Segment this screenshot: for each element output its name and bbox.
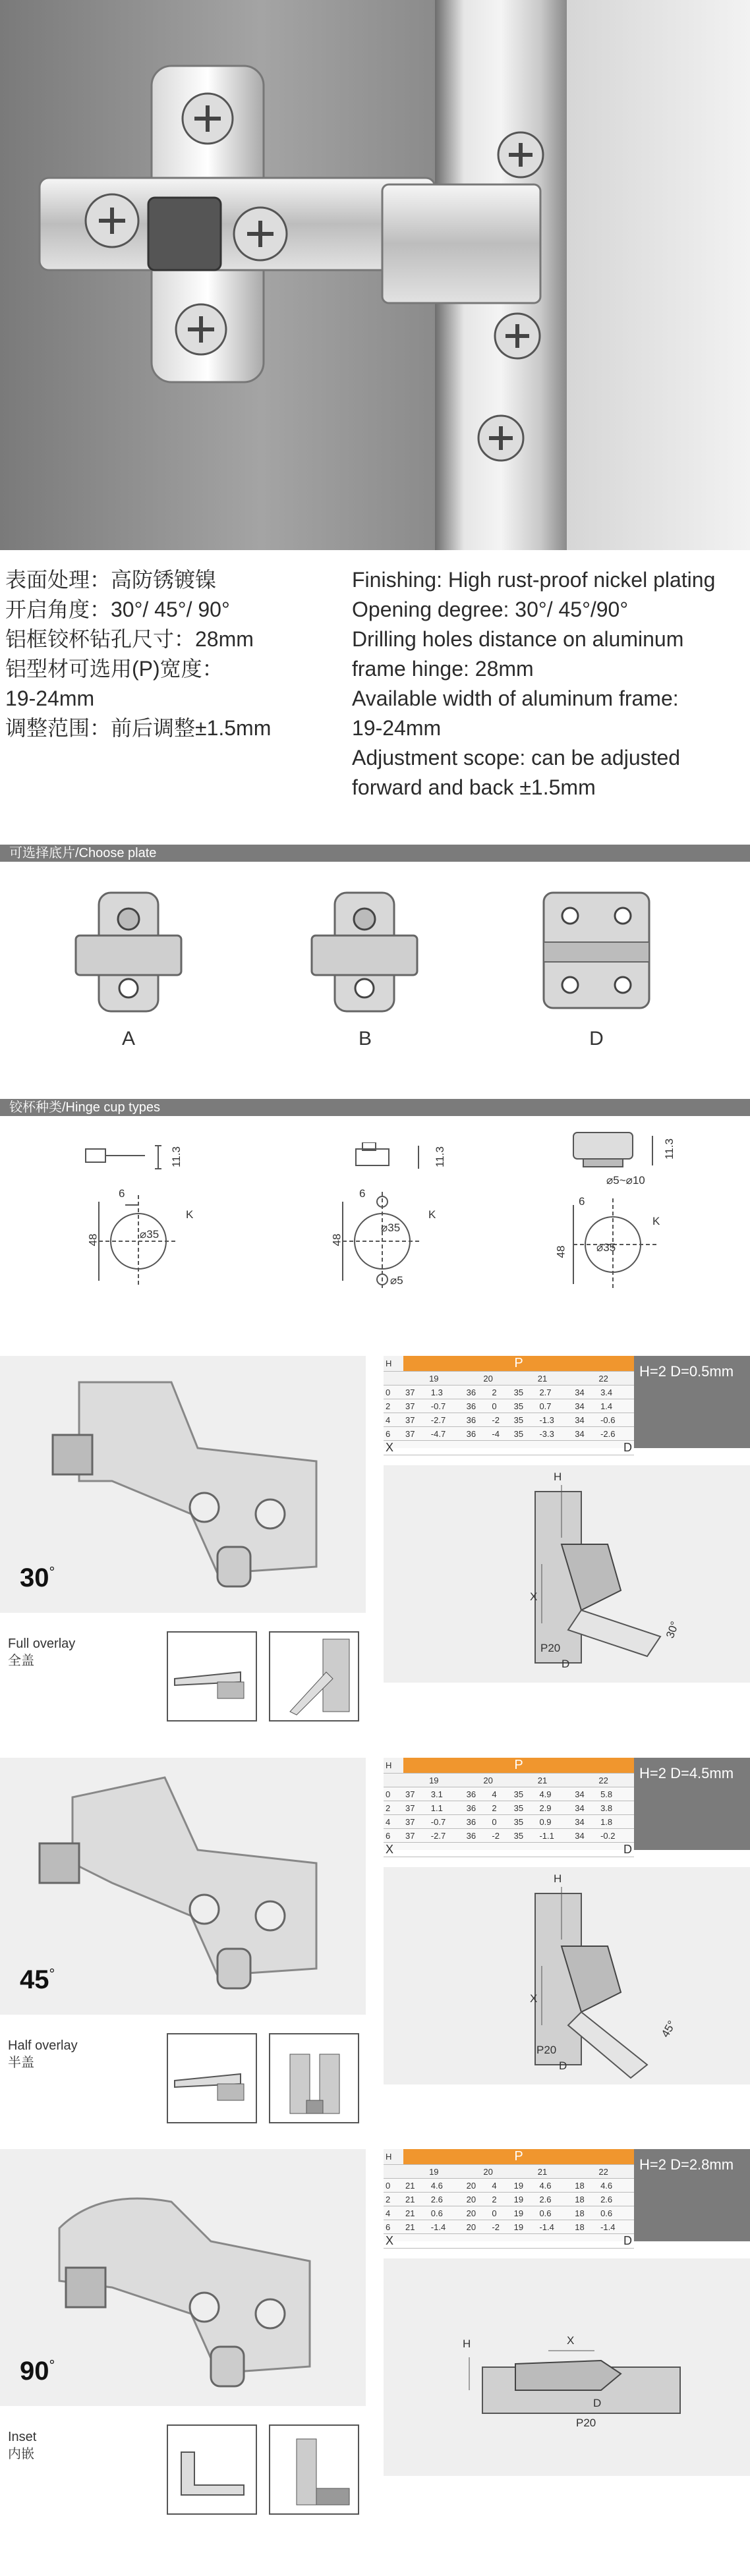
cup-3-d510: ⌀5~⌀10 <box>606 1174 645 1187</box>
table-col: 22 <box>573 2165 634 2179</box>
angle-value: 30 <box>20 1563 49 1592</box>
hinge-photo-45 <box>0 1758 366 2015</box>
cup-1-height: 11.3 <box>169 1146 183 1167</box>
variant-30 <box>0 1356 750 1725</box>
table-row: 0 21 4.6 20 4 19 4.6 18 4.6 <box>384 2179 634 2193</box>
plate-d-label: D <box>589 1028 604 1050</box>
spec-en-line: frame hinge: 28mm <box>352 657 534 681</box>
diagram-p: P20 <box>540 1642 561 1654</box>
plate-b-image <box>308 889 420 1015</box>
spec-cn-line: 表面处理：高防锈镀镍 <box>5 568 217 592</box>
cup-3-48: 48 <box>554 1245 567 1258</box>
table-row: 0 37 1.3 36 2 35 2.7 34 3.4 <box>384 1386 634 1399</box>
hd-box-30: H=2 D=0.5mm <box>634 1356 750 1448</box>
table-row: 6 21 -1.4 20 -2 19 -1.4 18 -1.4 <box>384 2220 634 2234</box>
spec-en-line: 19-24mm <box>352 716 442 740</box>
spec-cn-line: 19-24mm <box>5 686 95 710</box>
spec-cn-line: 调整范围：前后调整±1.5mm <box>5 716 272 740</box>
table-row: 6 37 -2.7 36 -2 35 -1.1 34 -0.2 <box>384 1829 634 1843</box>
table-row: 2 21 2.6 20 2 19 2.6 18 2.6 <box>384 2193 634 2206</box>
specs-chinese <box>5 565 271 743</box>
table-col: 19 <box>403 1774 465 1787</box>
table-col: 20 <box>465 2165 512 2179</box>
table-row: 2 37 -0.7 36 0 35 0.7 34 1.4 <box>384 1399 634 1413</box>
overlay-en: Half overlay <box>8 2038 78 2053</box>
diagram-angle: 30° <box>664 1619 681 1640</box>
install-diagram-30 <box>384 1465 750 1683</box>
hd-box-90: H=2 D=2.8mm <box>634 2149 750 2241</box>
overlay-label-45 <box>8 2037 78 2071</box>
diagram-h: H <box>554 1470 562 1483</box>
spec-en-line: Finishing: High rust-proof nickel plating <box>352 568 716 592</box>
angle-value: 90 <box>20 2357 49 2386</box>
spec-en-line: Adjustment scope: can be adjusted <box>352 746 681 770</box>
diagram-d: D <box>593 2397 602 2409</box>
diagram-h: H <box>554 1872 562 1885</box>
degree-sign: ° <box>49 2357 55 2374</box>
table-row: 6 37 -4.7 36 -4 35 -3.3 34 -2.6 <box>384 1427 634 1441</box>
table-col: 20 <box>465 1372 512 1386</box>
degree-sign: ° <box>49 1563 55 1581</box>
table-h-header: H <box>384 1356 403 1372</box>
adjust-table-45 <box>384 1758 634 1856</box>
diagram-p: P20 <box>536 2044 557 2056</box>
overlay-thumb-b <box>269 2033 359 2123</box>
cup-1-dia: ⌀35 <box>140 1228 159 1241</box>
spec-cn-line: 铝型材可选用(P)宽度： <box>5 657 223 681</box>
table-x: X <box>384 1843 429 1857</box>
diagram-x: X <box>567 2334 575 2347</box>
overlay-thumb-b <box>269 1631 359 1722</box>
cup-2-six: 6 <box>359 1187 366 1200</box>
plate-a-image <box>72 889 185 1015</box>
overlay-thumb-a <box>167 1631 257 1722</box>
table-col: 19 <box>403 2165 465 2179</box>
overlay-thumb-a <box>167 2424 257 2515</box>
cup-1-k: K <box>186 1208 194 1221</box>
spec-en-line: forward and back ±1.5mm <box>352 775 596 799</box>
table-x: X <box>384 2234 429 2249</box>
table-col: 19 <box>403 1372 465 1386</box>
table-x: X <box>384 1441 429 1455</box>
table-col: 20 <box>465 1774 512 1787</box>
angle-value: 45 <box>20 1965 49 1994</box>
spec-cn-line: 铝框铰杯钻孔尺寸：28mm <box>5 627 254 651</box>
cup-3-six: 6 <box>579 1195 585 1208</box>
overlay-en: Inset <box>8 2430 37 2444</box>
overlay-cn: 半盖 <box>8 2056 34 2070</box>
adjust-table-30 <box>384 1356 634 1454</box>
cup-1-six: 6 <box>119 1187 125 1200</box>
table-row: 0 37 3.1 36 4 35 4.9 34 5.8 <box>384 1787 634 1801</box>
overlay-thumb-a <box>167 2033 257 2123</box>
table-d: D <box>598 1843 634 1857</box>
spec-cn-line: 开启角度：30°/ 45°/ 90° <box>5 598 230 621</box>
table-d: D <box>598 2234 634 2249</box>
specs-english <box>352 565 715 802</box>
overlay-label-90 <box>8 2428 36 2463</box>
table-p-header: P <box>403 2149 634 2165</box>
cup-2-height: 11.3 <box>433 1146 446 1167</box>
cup-3-k: K <box>652 1215 660 1227</box>
diagram-d: D <box>562 1658 570 1670</box>
section-bar-plate: 可选择底片/Choose plate <box>0 845 750 862</box>
hero-photo <box>0 0 750 550</box>
overlay-en: Full overlay <box>8 1637 76 1651</box>
table-col: 21 <box>512 2165 573 2179</box>
overlay-cn: 内嵌 <box>8 2447 34 2461</box>
cup-2-48: 48 <box>330 1233 343 1246</box>
cup-2-dia: ⌀35 <box>381 1221 401 1234</box>
table-col: 22 <box>573 1372 634 1386</box>
table-col: 22 <box>573 1774 634 1787</box>
diagram-d: D <box>559 2059 567 2072</box>
diagram-angle: 45° <box>658 2018 679 2040</box>
diagram-p: P20 <box>576 2417 596 2429</box>
hd-box-45: H=2 D=4.5mm <box>634 1758 750 1850</box>
cup-1-drawing <box>72 1142 231 1301</box>
overlay-label-30 <box>8 1635 75 1669</box>
install-diagram-90 <box>384 2258 750 2476</box>
table-row: 4 37 -0.7 36 0 35 0.9 34 1.8 <box>384 1815 634 1829</box>
variant-45 <box>0 1758 750 2127</box>
hinge-illustration <box>0 0 750 550</box>
plate-d-image <box>537 889 656 1015</box>
variant-90 <box>0 2149 750 2518</box>
table-col: 21 <box>512 1372 573 1386</box>
table-p-header: P <box>403 1356 634 1372</box>
diagram-x: X <box>530 1590 538 1603</box>
cup-section <box>0 1116 750 1314</box>
adjust-table-90 <box>384 2149 634 2247</box>
section-bar-cup: 铰杯种类/Hinge cup types <box>0 1099 750 1116</box>
table-d: D <box>598 1441 634 1455</box>
table-h-header: H <box>384 2149 403 2165</box>
table-row: 2 37 1.1 36 2 35 2.9 34 3.8 <box>384 1801 634 1815</box>
install-diagram-45 <box>384 1867 750 2085</box>
diagram-h: H <box>463 2338 471 2350</box>
cup-3-drawing <box>547 1129 712 1301</box>
overlay-thumb-b <box>269 2424 359 2515</box>
overlay-cn: 全盖 <box>8 1654 34 1668</box>
spec-en-line: Opening degree: 30°/ 45°/90° <box>352 598 629 621</box>
table-p-header: P <box>403 1758 634 1774</box>
plate-b-label: B <box>358 1028 372 1050</box>
spec-en-line: Available width of aluminum frame: <box>352 686 679 710</box>
table-row: 4 37 -2.7 36 -2 35 -1.3 34 -0.6 <box>384 1413 634 1427</box>
cup-1-48: 48 <box>86 1233 100 1246</box>
table-col: 21 <box>512 1774 573 1787</box>
table-row: 4 21 0.6 20 0 19 0.6 18 0.6 <box>384 2206 634 2220</box>
cup-3-dia: ⌀35 <box>596 1241 616 1254</box>
degree-sign: ° <box>49 1965 55 1982</box>
diagram-x: X <box>530 1992 538 2005</box>
cup-2-k: K <box>428 1208 436 1221</box>
plate-section <box>0 862 750 1073</box>
hinge-photo-30 <box>0 1356 366 1613</box>
spec-en-line: Drilling holes distance on aluminum <box>352 627 684 651</box>
plate-a-label: A <box>121 1028 135 1050</box>
hinge-photo-90 <box>0 2149 366 2406</box>
cup-2-d5: ⌀5 <box>390 1274 403 1287</box>
table-h-header: H <box>384 1758 403 1774</box>
cup-3-height: 11.3 <box>662 1138 676 1160</box>
